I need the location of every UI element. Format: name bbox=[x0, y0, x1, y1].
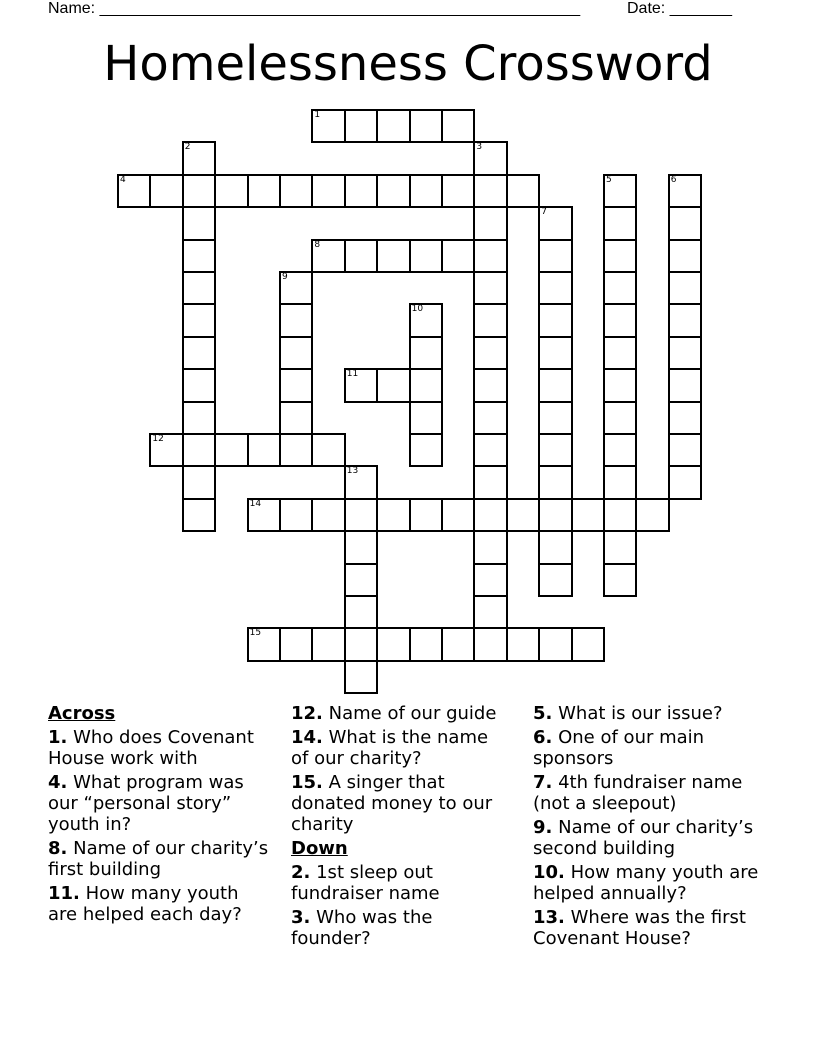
clue-across-11: 11. How many youth are helped each day? bbox=[48, 883, 242, 925]
grid-cell[interactable] bbox=[441, 109, 475, 143]
grid-cell[interactable] bbox=[182, 498, 216, 532]
clue-number: 1 bbox=[314, 110, 321, 120]
grid-cell[interactable] bbox=[409, 174, 443, 208]
grid-cell[interactable] bbox=[506, 627, 540, 661]
grid-cell[interactable] bbox=[603, 563, 637, 597]
grid-cell[interactable] bbox=[344, 530, 378, 564]
grid-cell[interactable] bbox=[603, 368, 637, 402]
grid-cell[interactable] bbox=[247, 174, 281, 208]
grid-cell[interactable] bbox=[473, 303, 507, 337]
grid-cell[interactable] bbox=[668, 174, 702, 208]
grid-cell[interactable] bbox=[473, 465, 507, 499]
grid-cell[interactable] bbox=[603, 239, 637, 273]
grid-cell[interactable] bbox=[473, 271, 507, 305]
grid-cell[interactable] bbox=[538, 627, 572, 661]
grid-cell[interactable] bbox=[182, 174, 216, 208]
clue-number: 2 bbox=[184, 142, 191, 153]
grid-cell[interactable] bbox=[441, 174, 475, 208]
grid-cell[interactable] bbox=[182, 401, 216, 435]
clue-number: 5 bbox=[606, 174, 612, 185]
grid-cell[interactable] bbox=[668, 368, 702, 402]
grid-cell[interactable] bbox=[279, 303, 313, 337]
grid-cell[interactable] bbox=[182, 141, 216, 175]
grid-cell[interactable] bbox=[538, 368, 572, 402]
grid-cell[interactable] bbox=[473, 239, 507, 273]
clue-number: 13 bbox=[346, 466, 359, 477]
grid-cell[interactable] bbox=[247, 627, 281, 661]
grid-cell[interactable] bbox=[376, 174, 410, 208]
grid-cell[interactable] bbox=[538, 433, 572, 467]
grid-cell[interactable] bbox=[279, 627, 313, 661]
grid-cell[interactable] bbox=[441, 239, 475, 273]
grid-cell[interactable] bbox=[279, 433, 313, 467]
grid-cell[interactable] bbox=[311, 433, 345, 467]
grid-cell[interactable] bbox=[344, 109, 378, 143]
grid-cell[interactable] bbox=[279, 401, 313, 435]
grid-cell[interactable] bbox=[376, 109, 410, 143]
down-heading: Down bbox=[291, 838, 348, 859]
grid-cell[interactable] bbox=[473, 174, 507, 208]
grid-cell[interactable] bbox=[668, 336, 702, 370]
clue-down-3: 3. Who was the founder? bbox=[291, 907, 433, 949]
grid-cell[interactable] bbox=[409, 401, 443, 435]
grid-cell[interactable] bbox=[409, 368, 443, 402]
grid-cell[interactable] bbox=[506, 498, 540, 532]
clue-number: 3 bbox=[476, 142, 483, 153]
grid-cell[interactable] bbox=[409, 627, 443, 661]
grid-cell[interactable] bbox=[279, 174, 313, 208]
clue-number: 12 bbox=[152, 434, 164, 444]
grid-cell[interactable] bbox=[441, 498, 475, 532]
grid-cell[interactable] bbox=[603, 498, 637, 532]
grid-cell[interactable] bbox=[571, 498, 605, 532]
grid-cell[interactable] bbox=[473, 206, 507, 240]
grid-cell[interactable] bbox=[311, 239, 345, 273]
grid-cell[interactable] bbox=[603, 174, 637, 208]
clue-down-2: 2. 1st sleep out fundraiser name bbox=[291, 862, 440, 904]
grid-cell[interactable] bbox=[311, 627, 345, 661]
grid-cell[interactable] bbox=[668, 433, 702, 467]
grid-cell[interactable] bbox=[441, 627, 475, 661]
clue-number: 14 bbox=[249, 498, 262, 509]
grid-cell[interactable] bbox=[311, 174, 345, 208]
clue-number: 15 bbox=[249, 628, 262, 639]
clue-across-12: 12. Name of our guide bbox=[291, 703, 497, 724]
clue-number: 4 bbox=[120, 174, 126, 185]
grid-cell[interactable] bbox=[603, 206, 637, 240]
grid-cell[interactable] bbox=[311, 109, 345, 143]
grid-cell[interactable] bbox=[473, 401, 507, 435]
grid-cell[interactable] bbox=[149, 174, 183, 208]
clue-across-15: 15. A singer that donated money to our charity bbox=[291, 772, 493, 835]
clue-down-13: 13. Where was the first Covenant House? bbox=[533, 907, 746, 949]
grid-cell[interactable] bbox=[668, 465, 702, 499]
grid-cell[interactable] bbox=[473, 627, 507, 661]
grid-cell[interactable] bbox=[279, 498, 313, 532]
grid-cell[interactable] bbox=[538, 206, 572, 240]
grid-cell[interactable] bbox=[311, 498, 345, 532]
grid-cell[interactable] bbox=[182, 303, 216, 337]
grid-cell[interactable] bbox=[344, 627, 378, 661]
grid-cell[interactable] bbox=[279, 336, 313, 370]
grid-cell[interactable] bbox=[182, 465, 216, 499]
clue-across-14: 14. What is the name of our charity? bbox=[291, 727, 489, 769]
grid-cell[interactable] bbox=[668, 303, 702, 337]
clues-column-1 bbox=[48, 703, 273, 928]
grid-cell[interactable] bbox=[182, 368, 216, 402]
grid-cell[interactable] bbox=[603, 303, 637, 337]
grid-cell[interactable] bbox=[668, 206, 702, 240]
clue-across-1: 1. Who does Covenant House work with bbox=[48, 727, 254, 769]
grid-cell[interactable] bbox=[344, 368, 378, 402]
grid-cell[interactable] bbox=[635, 498, 669, 532]
grid-cell[interactable] bbox=[344, 563, 378, 597]
grid-cell[interactable] bbox=[538, 401, 572, 435]
grid-cell[interactable] bbox=[214, 433, 248, 467]
grid-cell[interactable] bbox=[538, 465, 572, 499]
grid-cell[interactable] bbox=[538, 271, 572, 305]
grid-cell[interactable] bbox=[473, 498, 507, 532]
grid-cell[interactable] bbox=[668, 401, 702, 435]
clue-down-7: 7. 4th fundraiser name (not a sleepout) bbox=[533, 772, 743, 814]
grid-cell[interactable] bbox=[344, 660, 378, 694]
grid-cell[interactable] bbox=[409, 336, 443, 370]
grid-cell[interactable] bbox=[117, 174, 151, 208]
grid-cell[interactable] bbox=[182, 433, 216, 467]
clue-down-9: 9. Name of our charity’s second building bbox=[533, 817, 754, 859]
clue-across-4: 4. What program was our “personal story” youth in? bbox=[48, 772, 244, 835]
grid-cell[interactable] bbox=[409, 303, 443, 337]
grid-cell[interactable] bbox=[473, 563, 507, 597]
grid-cell[interactable] bbox=[603, 530, 637, 564]
grid-cell[interactable] bbox=[344, 595, 378, 629]
grid-cell[interactable] bbox=[376, 368, 410, 402]
clue-number: 6 bbox=[670, 174, 677, 185]
grid-cell[interactable] bbox=[571, 627, 605, 661]
clue-across-8: 8. Name of our charity’s first building bbox=[48, 838, 269, 880]
clue-number: 9 bbox=[282, 272, 288, 282]
page-title: Homelessness Crossword bbox=[103, 36, 713, 92]
grid-cell[interactable] bbox=[376, 498, 410, 532]
clues-column-3 bbox=[533, 703, 773, 952]
grid-cell[interactable] bbox=[603, 336, 637, 370]
grid-cell[interactable] bbox=[247, 433, 281, 467]
grid-cell[interactable] bbox=[538, 563, 572, 597]
date-field-label: Date: _______ bbox=[627, 0, 732, 17]
grid-cell[interactable] bbox=[279, 368, 313, 402]
grid-cell[interactable] bbox=[409, 239, 443, 273]
grid-cell[interactable] bbox=[376, 627, 410, 661]
grid-cell[interactable] bbox=[603, 401, 637, 435]
grid-cell[interactable] bbox=[538, 239, 572, 273]
clue-number: 7 bbox=[541, 207, 547, 218]
grid-cell[interactable] bbox=[409, 433, 443, 467]
clue-number: 8 bbox=[314, 239, 321, 250]
clue-number: 10 bbox=[411, 304, 424, 315]
clue-number: 11 bbox=[346, 369, 359, 380]
grid-cell[interactable] bbox=[473, 368, 507, 402]
grid-cell[interactable] bbox=[182, 206, 216, 240]
grid-cell[interactable] bbox=[538, 303, 572, 337]
grid-cell[interactable] bbox=[409, 109, 443, 143]
grid-cell[interactable] bbox=[473, 595, 507, 629]
grid-cell[interactable] bbox=[473, 530, 507, 564]
grid-cell[interactable] bbox=[603, 271, 637, 305]
grid-cell[interactable] bbox=[344, 498, 378, 532]
clue-down-5: 5. What is our issue? bbox=[533, 703, 723, 724]
grid-cell[interactable] bbox=[473, 433, 507, 467]
grid-cell[interactable] bbox=[506, 174, 540, 208]
grid-cell[interactable] bbox=[344, 239, 378, 273]
grid-cell[interactable] bbox=[344, 465, 378, 499]
grid-cell[interactable] bbox=[668, 239, 702, 273]
grid-cell[interactable] bbox=[182, 239, 216, 273]
clue-down-10: 10. How many youth are helped annually? bbox=[533, 862, 759, 904]
grid-cell[interactable] bbox=[247, 498, 281, 532]
grid-cell[interactable] bbox=[603, 465, 637, 499]
grid-cell[interactable] bbox=[344, 174, 378, 208]
grid-cell[interactable] bbox=[214, 174, 248, 208]
grid-cell[interactable] bbox=[538, 498, 572, 532]
grid-cell[interactable] bbox=[538, 336, 572, 370]
clues-column-2 bbox=[291, 703, 511, 952]
grid-cell[interactable] bbox=[182, 271, 216, 305]
across-heading: Across bbox=[48, 703, 116, 724]
grid-cell[interactable] bbox=[603, 433, 637, 467]
grid-cell[interactable] bbox=[538, 530, 572, 564]
clue-down-6: 6. One of our main sponsors bbox=[533, 727, 705, 769]
grid-cell[interactable] bbox=[668, 271, 702, 305]
grid-cell[interactable] bbox=[409, 498, 443, 532]
grid-cell[interactable] bbox=[279, 271, 313, 305]
grid-cell[interactable] bbox=[182, 336, 216, 370]
grid-cell[interactable] bbox=[149, 433, 183, 467]
grid-cell[interactable] bbox=[376, 239, 410, 273]
name-field-label: Name: ______________________________________________________ bbox=[48, 0, 581, 17]
grid-cell[interactable] bbox=[473, 141, 507, 175]
grid-cell[interactable] bbox=[473, 336, 507, 370]
